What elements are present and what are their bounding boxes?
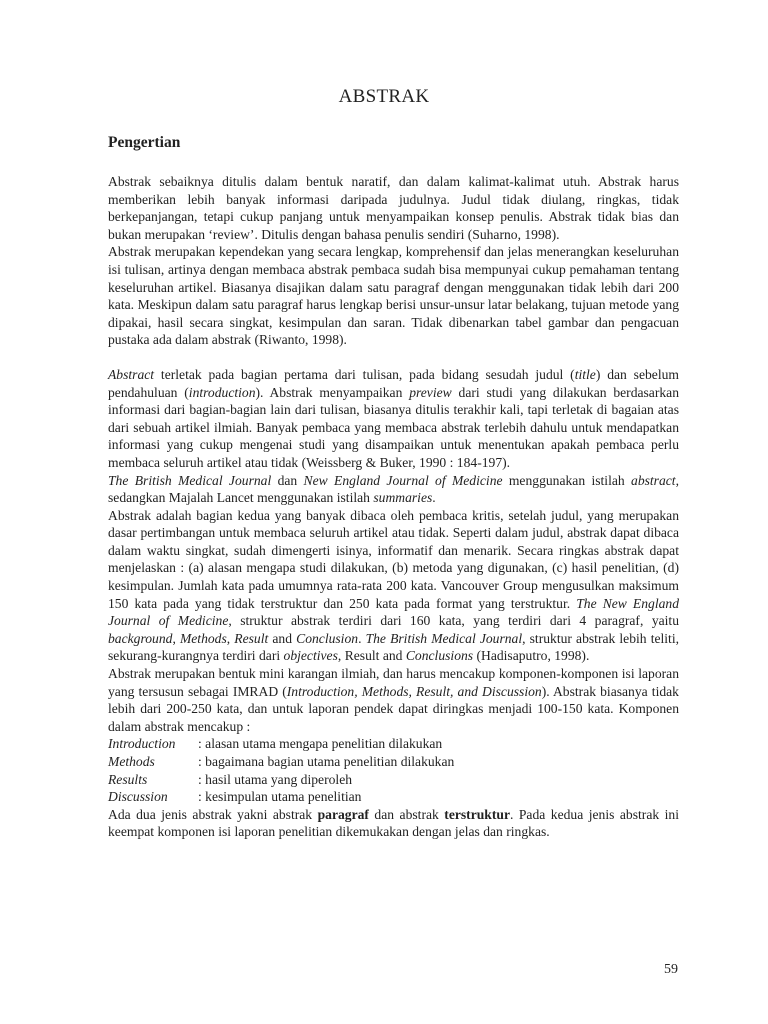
paragraph-4: The British Medical Journal dan New England Journal of Medicine menggunakan istilah abstract, sedangkan Majalah Lancet menggunakan istilah summaries. [108, 472, 679, 506]
section-heading: Pengertian [108, 134, 181, 151]
component-term: Methods [108, 754, 155, 769]
component-desc: : hasil utama yang diperoleh [198, 771, 353, 787]
component-term: Introduction [108, 736, 176, 752]
page-title: ABSTRAK [338, 86, 430, 107]
paragraph-7: Ada dua jenis abstrak yakni abstrak paragraf dan abstrak terstruktur. Pada kedua jenis abstrak ini keempat komponen isi laporan penelitian dikemukakan dengan jelas dan ringkas. [108, 806, 679, 840]
list-item [108, 788, 679, 806]
paragraph-5: Abstrak adalah bagian kedua yang banyak dibaca oleh pembaca kritis, setelah judul, yang merupakan dasar pertimbangan untuk membaca seluruh artikel atau tidak. Seperti dalam judul, abstrak dapat dibaca dalam waktu singkat, sudah dimengerti isinya, informatif dan menarik. Secara ringkas abstrak dapat menjelaskan : (a) alasan mengapa studi dilakukan, (b) metoda yang digunakan, (c) hasil penelitian, (d) kesimpulan. Jumlah kata pada umumnya rata-rata 200 kata. Vancouver Group mengusulkan maksimum 150 kata pada yang tidak terstruktur dan 250 kata pada format yang terstruktur. The New England Journal of Medicine, struktur abstrak terdiri dari 160 kata, yang terdiri dari 4 paragraf, yaitu background, Methods, Result and Conclusion. The British Medical Journal, struktur abstrak lebih teliti, sekurang-kurangnya terdiri dari objectives, Result and Conclusions (Hadisaputro, 1998). [108, 507, 680, 664]
component-desc: : bagaimana bagian utama penelitian dilakukan [198, 754, 455, 769]
body-text [108, 173, 679, 841]
component-desc: : alasan utama mengapa penelitian dilakukan [198, 736, 443, 752]
paragraph-2: Abstrak merupakan kependekan yang secara lengkap, komprehensif dan jelas menerangkan keseluruhan isi tulisan, artinya dengan membaca abstrak pembaca sudah bisa mempunyai cukup pemahaman tentang keseluruhan artikel. Biasanya disajikan dalam satu paragraf dengan menggunakan tidak lebih dari 200 kata. Meskipun dalam satu paragraf harus lengkap berisi unsur-unsur latar belakang, tujuan metode yang dipakai, hasil secara singkat, kesimpulan dan saran. Tidak dibenarkan tabel gambar dan pengacuan pustaka ada dalam abstrak (Riwanto, 1998). [108, 244, 679, 348]
list-item [108, 771, 679, 789]
paragraph-3: Abstract terletak pada bagian pertama dari tulisan, pada bidang sesudah judul (title) dan sebelum pendahuluan (introduction). Abstrak menyampaikan preview dari studi yang dilakukan berdasarkan informasi dari bagian-bagian lain dari tulisan, biasanya ditulis terakhir kali, tapi terletak di bagaian atas dari sebuah artikel ilmiah. Banyak pembaca yang membaca abstrak terlebih dahulu untuk mendapatkan informasi yang cukup mengenai studi yang disampaikan untuk menentukan apakah pembaca perlu membaca seluruh artikel atau tidak (Weissberg & Buker, 1990 : 184-197). [108, 366, 679, 470]
paragraph-1: Abstrak sebaiknya ditulis dalam bentuk naratif, dan dalam kalimat-kalimat utuh. Abstrak harus memberikan lebih banyak informasi daripada judulnya. Judul tidak diulang, ringkas, tidak berkepanjangan, tetapi cukup panjang untuk menyampaikan konsep penulis. Abstrak tidak bias dan bukan merupakan ‘review’. Ditulis dengan bahasa penulis sendiri (Suharno, 1998). [108, 174, 679, 242]
component-term: Discussion [108, 789, 168, 805]
paragraph-gap [108, 349, 679, 366]
component-term: Results [108, 771, 148, 787]
component-list [108, 735, 679, 805]
paragraph-6: Abstrak merupakan bentuk mini karangan ilmiah, dan harus mencakup komponen-komponen isi laporan yang tersusun sebagai IMRAD (Introduction, Methods, Result, and Discussion). Abstrak biasanya tidak lebih dari 200-250 kata, dan untuk laporan pendek dapat diringkas menjadi 100-150 kata. Komponen dalam abstrak mencakup : [108, 666, 679, 734]
page-number: 59 [664, 962, 678, 977]
list-item [108, 753, 679, 771]
component-desc: : kesimpulan utama penelitian [198, 789, 362, 805]
list-item [108, 735, 679, 753]
